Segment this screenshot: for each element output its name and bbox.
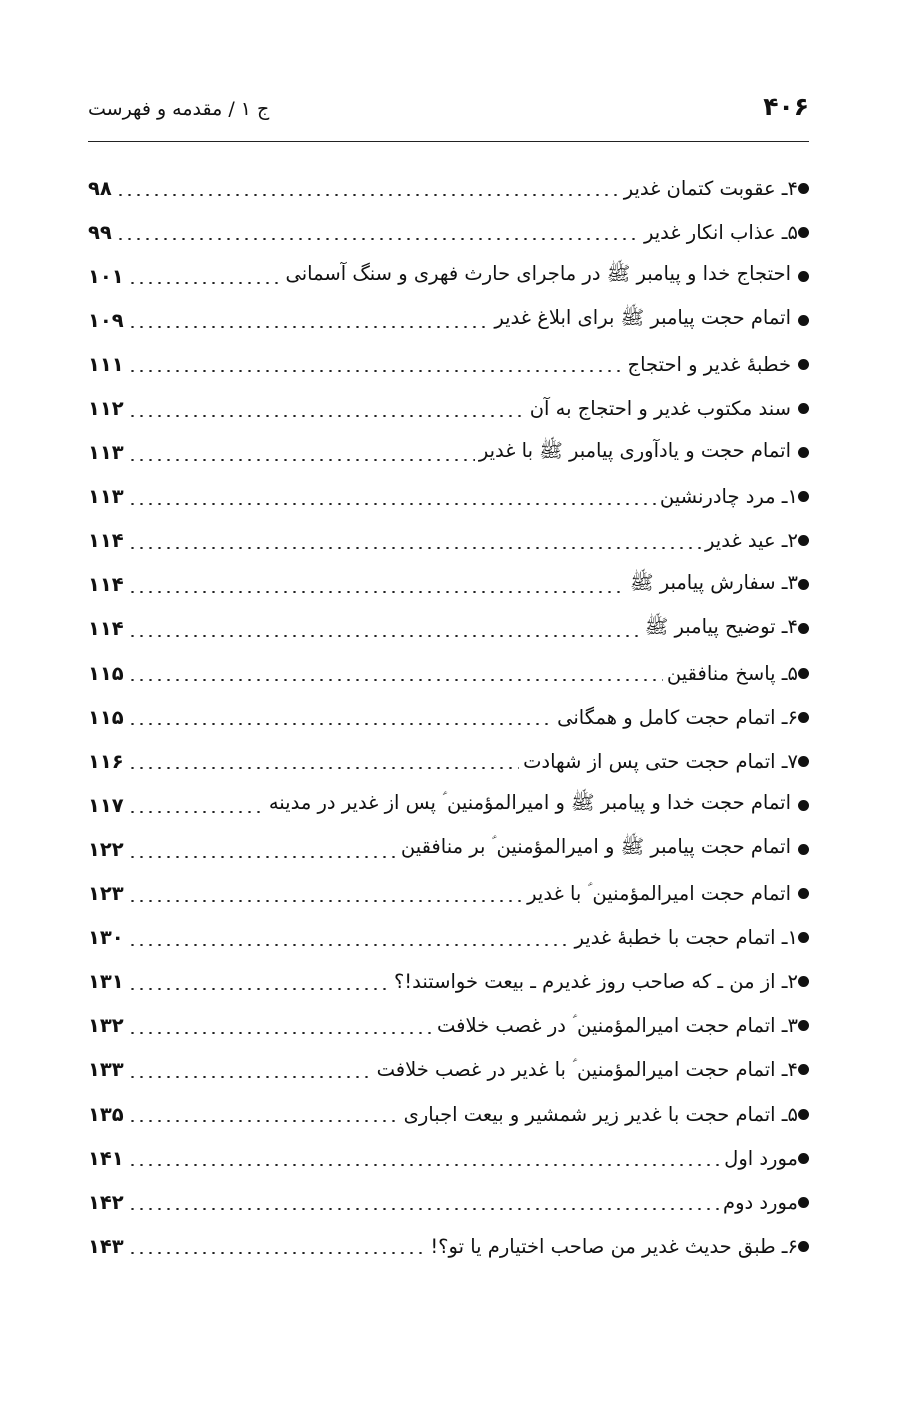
- toc-entry-page-number: ۱۱۵: [88, 705, 124, 729]
- dot-leader: [128, 1076, 373, 1078]
- toc-entry-page-number: ۱۱۲: [88, 397, 124, 421]
- toc-entry-title: خطبهٔ غدیر و احتجاج: [627, 352, 791, 376]
- toc-entry-title: ۶ـ طبق حدیث غدیر من صاحب اختیارم یا تو؟!: [430, 1234, 798, 1258]
- toc-entry-page-number: ۱۱۳: [88, 485, 124, 509]
- toc-entry-title: ۵ـ پاسخ منافقین: [666, 661, 798, 685]
- toc-entry-title: سند مکتوب غدیر و احتجاج به آن: [529, 397, 791, 421]
- toc-entry[interactable]: [88, 1136, 809, 1180]
- dot-leader: [128, 635, 641, 637]
- toc-entry-page-number: ۱۱۴: [88, 573, 124, 597]
- bullet-spacer: [798, 1064, 809, 1075]
- bullet-icon: [798, 271, 809, 282]
- toc-entry-title: اتمام حجت خدا و پیامبر ﷺ و امیرالمؤمنین ؑ پس از غدیر در مدینه: [268, 791, 791, 815]
- dot-leader: [128, 282, 282, 284]
- toc-entry-page-number: ۱۰۱: [88, 264, 124, 288]
- toc-entry-title: ۲ـ عید غدیر: [705, 529, 798, 553]
- toc-entry[interactable]: [88, 342, 809, 386]
- dot-leader: [128, 1208, 719, 1210]
- bullet-spacer: [798, 1197, 809, 1208]
- toc-entry-title: ۱ـ مرد چادرنشین: [659, 485, 798, 509]
- toc-entry-title: ۳ـ اتمام حجت امیرالمؤمنین ؑ در غصب خلافت: [437, 1014, 798, 1038]
- toc-entry-title: ۲ـ از من ـ که صاحب روز غدیرم ـ بیعت خواستند!؟: [393, 970, 798, 994]
- toc-entry[interactable]: [88, 1180, 809, 1224]
- toc-entry[interactable]: [88, 695, 809, 739]
- dot-leader: [128, 811, 265, 813]
- toc-entry-page-number: ۱۳۵: [88, 1102, 124, 1126]
- header-divider: [88, 141, 809, 142]
- toc-entry[interactable]: [88, 827, 809, 871]
- toc-entry[interactable]: [88, 916, 809, 960]
- dot-leader: [128, 1164, 720, 1166]
- bullet-spacer: [798, 976, 809, 987]
- dot-leader: [128, 459, 475, 461]
- toc-entry-title: ۴ـ توضیح پیامبر ﷺ: [644, 614, 798, 638]
- dot-leader: [116, 238, 640, 240]
- toc-entry[interactable]: [88, 386, 809, 430]
- toc-entry-page-number: ۱۲۳: [88, 882, 124, 906]
- dot-leader: [128, 370, 624, 372]
- bullet-spacer: [798, 227, 809, 238]
- page-number: ۴۰۶: [763, 92, 809, 121]
- dot-leader: [128, 723, 553, 725]
- toc-entry-title: ۳ـ سفارش پیامبر ﷺ: [629, 570, 798, 594]
- dot-leader: [128, 679, 663, 681]
- bullet-icon: [798, 447, 809, 458]
- toc-entry-page-number: ۱۲۲: [88, 837, 124, 861]
- dot-leader: [128, 326, 491, 328]
- dot-leader: [128, 900, 523, 902]
- dot-leader: [128, 1120, 400, 1122]
- bullet-icon: [798, 359, 809, 370]
- toc-entry[interactable]: [88, 431, 809, 475]
- toc-entry[interactable]: [88, 1004, 809, 1048]
- toc-entry-page-number: ۱۱۴: [88, 617, 124, 641]
- bullet-spacer: [798, 1241, 809, 1252]
- bullet-spacer: [798, 183, 809, 194]
- toc-entry[interactable]: [88, 519, 809, 563]
- toc-entry[interactable]: [88, 166, 809, 210]
- toc-entry[interactable]: [88, 210, 809, 254]
- dot-leader: [128, 988, 390, 990]
- bullet-icon: [798, 888, 809, 899]
- toc-entry[interactable]: [88, 1224, 809, 1268]
- toc-entry[interactable]: [88, 254, 809, 298]
- toc-entry-title: ۴ـ اتمام حجت امیرالمؤمنین ؑ با غدیر در غصب خلافت: [376, 1058, 798, 1082]
- toc-entry-page-number: ۱۴۱: [88, 1146, 124, 1170]
- toc-entry[interactable]: [88, 783, 809, 827]
- toc-entry[interactable]: [88, 872, 809, 916]
- bullet-spacer: [798, 579, 809, 590]
- toc-entry-page-number: ۱۴۲: [88, 1190, 124, 1214]
- toc-entry-page-number: ۱۱۴: [88, 529, 124, 553]
- toc-entry-page-number: ۱۳۳: [88, 1058, 124, 1082]
- toc-entry[interactable]: [88, 960, 809, 1004]
- toc-entry-title: ۷ـ اتمام حجت حتی پس از شهادت: [523, 749, 798, 773]
- toc-entry-title: اتمام حجت امیرالمؤمنین ؑ با غدیر: [527, 882, 791, 906]
- bullet-spacer: [798, 1020, 809, 1031]
- toc-entry-title: ۶ـ اتمام حجت کامل و همگانی: [557, 705, 798, 729]
- dot-leader: [128, 856, 397, 858]
- toc-entry[interactable]: [88, 607, 809, 651]
- toc-entry-title: ۵ـ عذاب انکار غدیر: [643, 220, 798, 244]
- toc-entry-page-number: ۱۱۵: [88, 661, 124, 685]
- dot-leader: [128, 591, 626, 593]
- dot-leader: [128, 415, 526, 417]
- bullet-icon: [798, 315, 809, 326]
- toc-entry-page-number: ۹۸: [88, 176, 112, 200]
- toc-entry[interactable]: [88, 563, 809, 607]
- bullet-spacer: [798, 623, 809, 634]
- toc-entry[interactable]: [88, 475, 809, 519]
- dot-leader: [116, 194, 620, 196]
- bullet-spacer: [798, 535, 809, 546]
- bullet-icon: [798, 800, 809, 811]
- toc-entry-title: مورد اول: [724, 1146, 798, 1170]
- toc-entry[interactable]: [88, 739, 809, 783]
- dot-leader: [128, 503, 656, 505]
- dot-leader: [128, 944, 571, 946]
- bullet-spacer: [798, 756, 809, 767]
- toc-entry-page-number: ۱۳۲: [88, 1014, 124, 1038]
- bullet-icon: [798, 403, 809, 414]
- toc-entry-title: ۱ـ اتمام حجت با خطبهٔ غدیر: [574, 926, 798, 950]
- toc-entry-page-number: ۱۱۷: [88, 793, 124, 817]
- toc-entry-page-number: ۹۹: [88, 220, 112, 244]
- bullet-spacer: [798, 932, 809, 943]
- toc-entry-title: ۴ـ عقوبت کتمان غدیر: [623, 176, 798, 200]
- dot-leader: [128, 767, 519, 769]
- toc-entry-page-number: ۱۱۱: [88, 352, 124, 376]
- running-title: ج ۱ / مقدمه و فهرست: [88, 98, 270, 120]
- dot-leader: [128, 547, 701, 549]
- toc-entry-title: ۵ـ اتمام حجت با غدیر زیر شمشیر و بیعت اجباری: [403, 1102, 798, 1126]
- toc-entry-page-number: ۱۱۶: [88, 749, 124, 773]
- toc-entry-page-number: ۱۰۹: [88, 308, 124, 332]
- toc-entry-page-number: ۱۳۰: [88, 926, 124, 950]
- toc-entry-title: اتمام حجت پیامبر ﷺ برای ابلاغ غدیر: [494, 306, 791, 330]
- toc-entry-title: اتمام حجت و یادآوری پیامبر ﷺ با غدیر: [478, 438, 791, 462]
- bullet-spacer: [798, 1153, 809, 1164]
- toc-entry[interactable]: [88, 1092, 809, 1136]
- toc-entry-page-number: ۱۳۱: [88, 970, 124, 994]
- bullet-spacer: [798, 712, 809, 723]
- bullet-spacer: [798, 668, 809, 679]
- toc-entry-page-number: ۱۴۳: [88, 1234, 124, 1258]
- dot-leader: [128, 1032, 433, 1034]
- bullet-spacer: [798, 491, 809, 502]
- bullet-icon: [798, 844, 809, 855]
- toc-entry[interactable]: [88, 1048, 809, 1092]
- table-of-contents: [88, 166, 809, 1268]
- toc-entry-title: احتجاج خدا و پیامبر ﷺ در ماجرای حارث فهری و سنگ آسمانی: [285, 262, 791, 286]
- toc-entry[interactable]: [88, 298, 809, 342]
- toc-entry-title: مورد دوم: [723, 1190, 798, 1214]
- toc-entry-title: اتمام حجت پیامبر ﷺ و امیرالمؤمنین ؑ بر منافقین: [400, 835, 791, 859]
- page-header: [88, 92, 809, 142]
- toc-entry[interactable]: [88, 651, 809, 695]
- bullet-spacer: [798, 1109, 809, 1120]
- toc-entry-page-number: ۱۱۳: [88, 441, 124, 465]
- dot-leader: [128, 1252, 427, 1254]
